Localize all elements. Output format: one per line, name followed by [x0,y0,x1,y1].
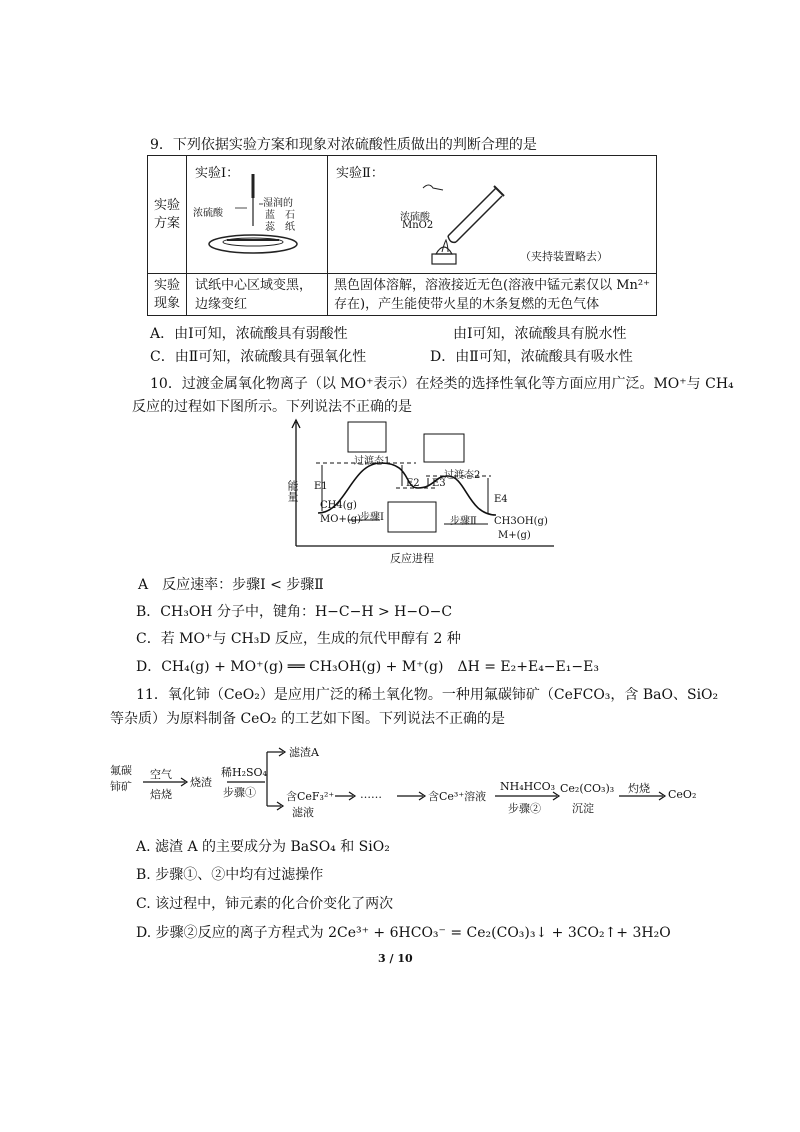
exp2-title: 实验Ⅱ： [336,166,384,181]
q10-option-a: A 反应速率：步骤Ⅰ < 步骤Ⅱ [138,577,324,593]
q10-stem-line1: 10．过渡金属氧化物离子（以 MO⁺表示）在烃类的选择性氧化等方面应用广泛。MO⁺与 CH₄ [150,376,734,392]
q9-option-a: A．由Ⅰ可知，浓硫酸具有弱酸性 [150,326,348,342]
q11-stem-line1: 11．氧化铈（CeO₂）是应用广泛的稀土氧化物。一种用氟碳铈矿（CeFCO₃，含 BaO、SiO₂ [136,687,719,703]
flow-reagent: NH₄HCO₃ [500,780,556,793]
exp2-obs-line2: 存在)，产生能使带火星的木条复燃的无色气体 [334,297,600,312]
exp1-acid-label: 浓硫酸 [193,208,223,219]
diagram-y-label: 能量 [286,480,299,502]
q10-option-d: D．CH₄(g) + MO⁺(g) ══ CH₃OH(g) + M⁺(g) ΔH = E₂+E₄−E₁−E₃ [136,659,599,675]
exp2-obs-line1: 黑色固体溶解，溶液接近无色(溶液中锰元素仅以 Mn²⁺ [334,278,650,293]
q9-option-d: D．由Ⅱ可知，浓硫酸具有吸水性 [430,349,633,365]
step2-label: 步骤Ⅱ [450,516,477,527]
flow-precipitate: 沉淀 [572,802,594,815]
q10-stem-line2: 反应的过程如下图所示。下列说法不正确的是 [132,399,412,415]
e3-label: E3 [432,478,446,489]
flow-raw-1: 氟碳 [110,764,132,777]
flow-dots: …… [360,788,382,801]
flow-calcine: 灼烧 [628,782,650,795]
exp2-note: （夹持装置略去） [520,250,608,263]
ts1-structure [348,422,386,452]
q10-option-c: C．若 MO⁺与 CH₃D 反应，生成的氘代甲醇有 2 种 [136,631,461,647]
e2-label: E2 [406,478,420,489]
exp1-paper-label-3: 蕊 纸 [265,222,295,233]
step1-label: 步骤Ⅰ [360,512,384,523]
flow-step1: 步骤① [223,786,256,799]
flow-step2: 步骤② [508,802,541,815]
flow-product: CeO₂ [668,788,697,801]
exp1-paper-label-1: 湿润的 [263,198,293,209]
exp1-scheme-cell [187,156,328,274]
q9-option-c: C．由Ⅱ可知，浓硫酸具有强氧化性 [150,349,367,365]
intermediate-structure [388,502,436,532]
exp2-mno2-label: MnO2 [402,220,434,231]
flow-roast: 焙烧 [150,788,172,801]
flow-carbonate: Ce₂(CO₃)₃ [560,782,615,795]
exp1-observation-cell [187,274,328,316]
diagram-x-label: 反应进程 [390,552,434,565]
exp2-apparatus-illustration [328,156,658,274]
q10-energy-diagram [276,418,566,568]
exp1-title: 实验Ⅰ： [195,166,240,181]
exp1-obs-line2: 边缘变红 [195,297,248,312]
exp1-paper-label-2: 蓝 石 [265,210,295,221]
reactant-ch4: CH4(g) [320,500,357,511]
ts1-label: 过渡态1 [354,456,391,467]
exp2-scheme-cell [328,156,657,274]
q9-experiment-table [147,155,657,316]
flow-filtrate-1: 含CeF₃²⁺ [286,790,335,803]
flow-air: 空气 [150,768,172,781]
q11-option-b: B. 步骤①、②中均有过滤操作 [136,867,324,883]
flow-ce3-solution: 含Ce³⁺溶液 [428,790,487,803]
ts2-label: 过渡态2 [444,470,481,481]
flow-filtrate-2: 滤液 [292,806,314,819]
reactant-mo: MO+(g) [320,514,362,525]
flow-raw-2: 铈矿 [110,780,132,793]
flow-slag: 烧渣 [190,776,212,789]
row-label-scheme: 实验方案 [148,156,187,274]
product-m: M+(g) [498,530,531,541]
product-ch3oh: CH3OH(g) [494,516,548,527]
e1-label: E1 [314,481,328,492]
ts2-structure [424,434,464,462]
q9-option-b: 由Ⅰ可知，浓硫酸具有脱水性 [453,326,627,342]
q11-stem-line2: 等杂质）为原料制备 CeO₂ 的工艺如下图。下列说法不正确的是 [110,711,505,727]
exp2-acid-label: 浓硫酸 [400,212,430,223]
q11-option-c: C. 该过程中，铈元素的化合价变化了两次 [136,896,394,912]
e4-label: E4 [494,494,508,505]
exp2-observation-cell [328,274,657,316]
exp1-obs-line1: 试纸中心区域变黑， [195,278,313,293]
flow-acid: 稀H₂SO₄ [221,766,267,779]
q11-option-d: D. 步骤②反应的离子方程式为 2Ce³⁺ + 6HCO₃⁻ = Ce₂(CO₃)₃↓ + 3CO₂↑+ 3H₂O [136,925,671,941]
q9-stem: 9．下列依据实验方案和现象对浓硫酸性质做出的判断合理的是 [150,137,537,153]
q11-option-a: A. 滤渣 A 的主要成分为 BaSO₄ 和 SiO₂ [136,839,390,855]
page-number: 3 / 10 [378,952,413,965]
q10-option-b: B．CH₃OH 分子中，键角：H−C−H > H−O−C [136,604,453,620]
flow-residue: 滤渣A [289,746,319,759]
row-label-observation: 实验现象 [148,274,187,316]
